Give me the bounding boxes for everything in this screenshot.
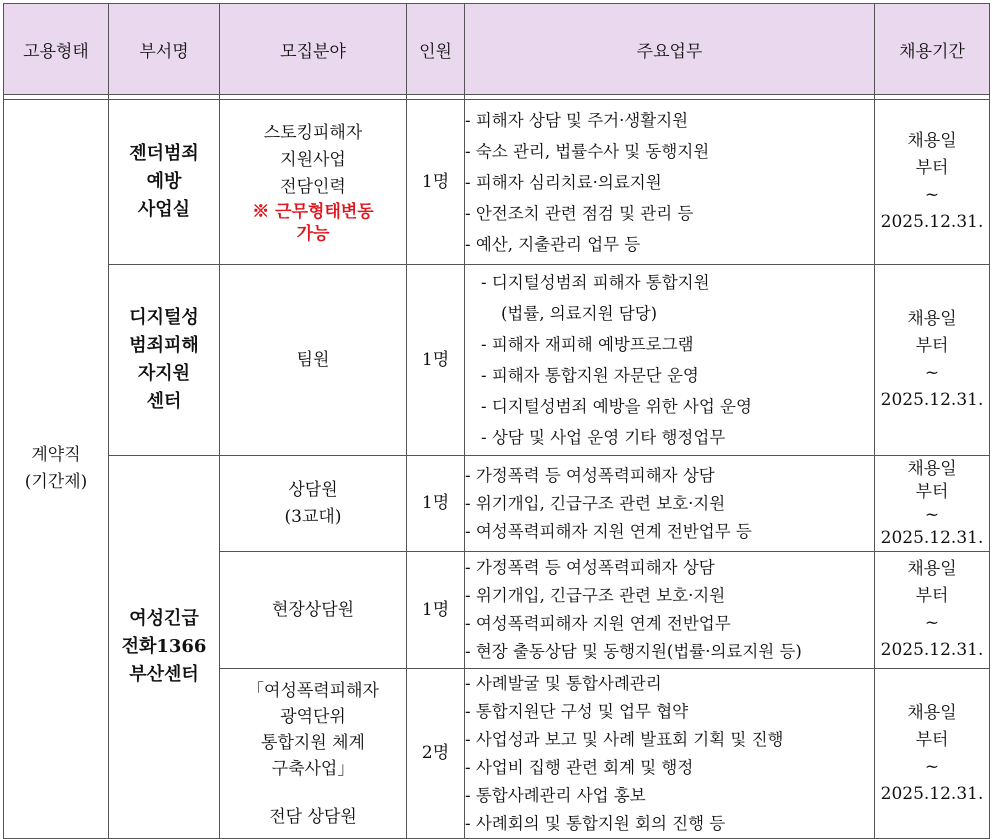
duty-item: - 피해자 심리치료·의료지원 bbox=[465, 172, 662, 192]
field-line: (3교대) bbox=[284, 506, 342, 527]
field-line: 지원사업 bbox=[280, 149, 346, 170]
duties-cell bbox=[465, 265, 875, 456]
duty-item: - 숙소 관리, 법률수사 및 동행지원 bbox=[465, 141, 710, 161]
period-line: 채용일 bbox=[907, 702, 957, 723]
employment-type-line: (기간제) bbox=[24, 472, 88, 492]
duty-item: - 상담 및 사업 운영 기타 행정업무 bbox=[481, 428, 726, 447]
field-line: 상담원 bbox=[288, 479, 338, 500]
department-line: 사업실 bbox=[137, 199, 191, 220]
department-line: 젠더범죄 bbox=[129, 143, 199, 164]
period-line: ~ bbox=[924, 613, 940, 633]
field-spacer bbox=[220, 782, 406, 804]
table-row bbox=[4, 456, 990, 552]
headcount-cell: 1명 bbox=[407, 456, 465, 552]
duty-item: - 위기개입, 긴급구조 관련 보호·지원 bbox=[465, 586, 726, 605]
department-line: 부산센터 bbox=[129, 664, 199, 685]
field-note: ※ 근무형태변동 bbox=[252, 201, 374, 222]
header-headcount: 인원 bbox=[407, 4, 465, 95]
field-note: 가능 bbox=[296, 223, 330, 244]
department-cell bbox=[109, 456, 220, 839]
department-line: 디지털성 bbox=[129, 307, 199, 328]
header-employment-type: 고용형태 bbox=[4, 4, 109, 95]
field-line: 광역단위 bbox=[280, 706, 346, 727]
field-line: 전담인력 bbox=[280, 176, 346, 197]
duty-item: - 여성폭력피해자 지원 연계 전반업무 등 bbox=[465, 521, 752, 541]
department-line: 범죄피해 bbox=[129, 335, 199, 356]
field-line: 「여성폭력피해자 bbox=[247, 680, 379, 701]
duties-cell bbox=[465, 100, 875, 265]
period-line: 부터 bbox=[915, 586, 949, 606]
period-line: 부터 bbox=[915, 481, 949, 502]
period-line: 2025.12.31. bbox=[880, 640, 984, 660]
period-line: 채용일 bbox=[907, 458, 957, 479]
headcount-cell: 1명 bbox=[407, 552, 465, 669]
field-line: 스토킹피해자 bbox=[263, 122, 363, 143]
duties-cell bbox=[465, 552, 875, 669]
period-cell bbox=[875, 456, 990, 552]
recruitment-table bbox=[3, 3, 990, 839]
duty-item: - 예산, 지출관리 업무 등 bbox=[465, 234, 641, 254]
duty-item: - 여성폭력피해자 지원 연계 전반업무 bbox=[465, 614, 731, 633]
table-row bbox=[4, 100, 990, 265]
period-line: 2025.12.31. bbox=[880, 783, 984, 804]
field-cell: 팀원 bbox=[220, 265, 407, 456]
duty-item: - 가정폭력 등 여성폭력피해자 상담 bbox=[465, 558, 715, 577]
field-cell bbox=[220, 456, 407, 552]
department-cell bbox=[109, 100, 220, 265]
field-cell: 현장상담원 bbox=[220, 552, 407, 669]
employment-type-cell bbox=[4, 100, 109, 839]
period-line: 2025.12.31. bbox=[880, 527, 984, 548]
period-line: ~ bbox=[924, 756, 940, 777]
period-line: 채용일 bbox=[907, 559, 957, 579]
period-line: 2025.12.31. bbox=[880, 390, 984, 410]
department-line: 예방 bbox=[146, 171, 182, 192]
duty-item: - 사례발굴 및 통합사례관리 bbox=[465, 673, 662, 693]
headcount-cell: 1명 bbox=[407, 100, 465, 265]
period-line: ~ bbox=[924, 504, 940, 525]
duty-item: - 피해자 재피해 예방프로그램 bbox=[481, 335, 694, 354]
period-cell bbox=[875, 265, 990, 456]
duty-item: - 위기개입, 긴급구조 관련 보호·지원 bbox=[465, 493, 726, 513]
period-line: ~ bbox=[924, 363, 940, 383]
headcount-cell: 2명 bbox=[407, 669, 465, 839]
duty-item: (법률, 의료지원 담당) bbox=[501, 304, 658, 323]
period-line: ~ bbox=[924, 185, 940, 205]
period-cell bbox=[875, 552, 990, 669]
duty-item: - 디지털성범죄 피해자 통합지원 bbox=[481, 273, 710, 292]
header-department: 부서명 bbox=[109, 4, 220, 95]
header-row bbox=[4, 4, 990, 95]
duties-cell bbox=[465, 456, 875, 552]
period-cell bbox=[875, 669, 990, 839]
field-line: 전담 상담원 bbox=[269, 806, 357, 827]
duties-cell bbox=[465, 669, 875, 839]
duty-item: - 사업성과 보고 및 사례 발표회 기획 및 진행 bbox=[465, 729, 784, 749]
period-line: 부터 bbox=[915, 336, 949, 356]
header-field: 모집분야 bbox=[220, 4, 407, 95]
duty-item: - 디지털성범죄 예방을 위한 사업 운영 bbox=[481, 397, 752, 416]
duty-item: - 사례회의 및 통합지원 회의 진행 등 bbox=[465, 813, 726, 833]
field-cell bbox=[220, 100, 407, 265]
duty-item: - 사업비 집행 관련 회계 및 행정 bbox=[465, 757, 694, 777]
duty-item: - 통합사례관리 사업 홍보 bbox=[465, 785, 646, 805]
table-row bbox=[4, 265, 990, 456]
period-line: 2025.12.31. bbox=[880, 212, 984, 232]
employment-type-line: 계약직 bbox=[31, 445, 81, 465]
field-cell bbox=[220, 669, 407, 839]
header-duties: 주요업무 bbox=[465, 4, 875, 95]
duty-item: - 가정폭력 등 여성폭력피해자 상담 bbox=[465, 465, 715, 485]
duty-item: - 피해자 통합지원 자문단 운영 bbox=[481, 366, 699, 385]
department-line: 자지원 bbox=[137, 363, 191, 384]
department-line: 여성긴급 bbox=[129, 608, 199, 629]
headcount-cell: 1명 bbox=[407, 265, 465, 456]
period-line: 부터 bbox=[915, 158, 949, 178]
duty-item: - 현장 출동상담 및 동행지원(법률·의료지원 등) bbox=[465, 642, 802, 661]
duty-item: - 통합지원단 구성 및 업무 협약 bbox=[465, 701, 689, 721]
period-cell bbox=[875, 100, 990, 265]
period-line: 채용일 bbox=[907, 309, 957, 329]
department-line: 센터 bbox=[146, 391, 182, 412]
duty-item: - 안전조치 관련 점검 및 관리 등 bbox=[465, 203, 694, 223]
header-period: 채용기간 bbox=[875, 4, 990, 95]
period-line: 채용일 bbox=[907, 131, 957, 151]
duty-item: - 피해자 상담 및 주거·생활지원 bbox=[465, 110, 689, 130]
department-line: 전화1366 bbox=[121, 636, 207, 657]
field-line: 구축사업」 bbox=[271, 758, 355, 779]
field-line: 통합지원 체계 bbox=[261, 732, 365, 753]
period-line: 부터 bbox=[915, 729, 949, 750]
department-cell bbox=[109, 265, 220, 456]
